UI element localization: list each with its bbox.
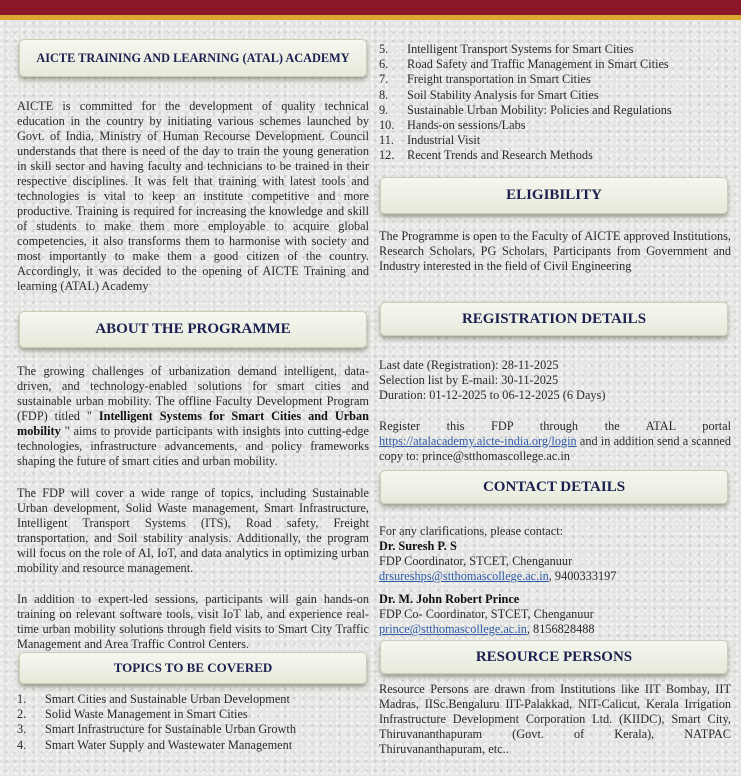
top-banner-bar xyxy=(0,0,741,15)
topics-heading xyxy=(19,652,367,684)
topic-item: 5. Intelligent Transport Systems for Smart Cities xyxy=(379,42,634,56)
topic-item: 8. Soil Stability Analysis for Smart Cities xyxy=(379,87,599,102)
topic-item: 11. Industrial Visit xyxy=(379,133,481,148)
contact-details xyxy=(379,524,731,637)
topic-item: 1. Smart Cities and Sustainable Urban Development xyxy=(17,692,290,706)
about-heading-text: ABOUT THE PROGRAMME xyxy=(95,321,291,337)
registration-dates xyxy=(379,358,731,403)
contact-person-1-email[interactable]: drsureshps@stthomascollege.ac.in xyxy=(379,569,549,583)
registration-heading xyxy=(380,302,728,336)
topic-item: 12. Recent Trends and Research Methods xyxy=(379,148,593,163)
topic-item: 9. Sustainable Urban Mobility: Policies and Regulations xyxy=(379,102,672,117)
contact-person-2-line: prince@stthomascollege.ac.in, 8156828488 xyxy=(379,622,595,636)
contact-person-1-role: FDP Coordinator, STCET, Chenganuur xyxy=(379,554,573,568)
contact-person-1-line: drsureshps@stthomascollege.ac.in, 9400333197 xyxy=(379,569,617,583)
registration-instructions: Register this FDP through the ATAL portal https://atalacademy.aicte-india.org/login and in addition send a scanned copy to: prince@stthomascollege.ac.in xyxy=(379,419,731,463)
topics-heading-text: TOPICS TO BE COVERED xyxy=(113,660,273,675)
atal-portal-link[interactable]: https://atalacademy.aicte-india.org/login xyxy=(379,434,577,448)
topic-item: 2. Solid Waste Management in Smart Cities xyxy=(17,707,248,722)
registration-heading-text: REGISTRATION DETAILS xyxy=(461,310,647,327)
resource-paragraph: Resource Persons are drawn from Institutions like IIT Bombay, IIT Madras, IISc.Bengaluru IIT-Palakkad, NIT-Calicut, Kerala Irrigation Infrastructure Development Corporation Ltd. (KIIDC), Smart City, Thiruvananthapuram (Govt. of Kerala), NATPAC Thiruvananthapuram, etc.. xyxy=(379,682,731,756)
atal-heading xyxy=(19,39,367,77)
topics-list-left xyxy=(17,692,369,753)
topic-item: 7. Freight transportation in Smart Cities xyxy=(379,72,591,87)
about-paragraph-1: The growing challenges of urbanization demand intelligent, data-driven, and technology-enabled solutions for smart cities and sustainable urban mobility. The offline Faculty Development Program (FDP) titled " Intelligent Systems for Smart Cities and Urban mobility " aims to provide participants with insights into cutting-edge technologies, infrastructure advancements, and policy frameworks shaping the future of smart cities and urban mobility. xyxy=(17,364,369,468)
last-date: Last date (Registration): 28-11-2025 xyxy=(379,358,559,372)
contact-heading-text: CONTACT DETAILS xyxy=(482,478,626,495)
topic-item: 10. Hands-on sessions/Labs xyxy=(379,118,526,133)
atal-paragraph: AICTE is committed for the development of quality technical education in the country by initiating various schemes launched by Govt. of India, Ministry of Human Recourse Development. Council understands that there is need of the day to train the young generation in skill sector and having faculty and technicians to be trained in their respective disciplines. It was felt that training with latest tools and technologies is vital to keep an institute competitive and more productive. Training is required for increasing the knowledge and skill of students to make them more employable to acquire global competencies, it also transforms them to harmonise with society and most importantly to make them a good citizen of the country. Accordingly, it was decided to the opening of AICTE Training and learning (ATAL) Academy xyxy=(17,99,369,293)
eligibility-paragraph: The Programme is open to the Faculty of AICTE approved Institutions, Research Scholars, PG Scholars, Participants from Government and Industry interested in the field of Civil Engineering xyxy=(379,229,731,273)
contact-person-2-role: FDP Co- Coordinator, STCET, Chenganuur xyxy=(379,607,594,621)
resource-heading-text: RESOURCE PERSONS xyxy=(475,648,633,665)
about-paragraph-3: In addition to expert-led sessions, participants will gain hands-on training on relevant software tools, visit IoT lab, and experience real-time urban mobility solutions through field visits to Smart City Traffic Management and Area Traffic Control Centers. xyxy=(17,592,369,651)
contact-person-2-email[interactable]: prince@stthomascollege.ac.in xyxy=(379,622,527,636)
contact-heading xyxy=(380,470,728,504)
about-heading xyxy=(19,311,367,348)
topic-item: 3. Smart Infrastructure for Sustainable Urban Growth xyxy=(17,722,296,737)
about-paragraph-2: The FDP will cover a wide range of topics, including Sustainable Urban development, Solid Waste management, Smart Infrastructure, Intelligent Transport Systems (ITS), Road safety, Freight transportation, and Soil stability analysis. Additionally, the program will focus on the role of AI, IoT, and data analytics in optimizing urban mobility and resource management. xyxy=(17,486,369,575)
duration: Duration: 01-12-2025 to 06-12-2025 (6 Days) xyxy=(379,388,606,402)
topics-list-right xyxy=(379,42,731,164)
top-gold-stripe xyxy=(0,15,741,20)
topic-item: 4. Smart Water Supply and Wastewater Management xyxy=(17,737,293,752)
fdp-title: Intelligent Systems for Smart Cities and Urban mobility xyxy=(17,409,369,438)
contact-intro: For any clarifications, please contact: xyxy=(379,524,564,538)
contact-person-2-name: Dr. M. John Robert Prince xyxy=(379,592,520,606)
resource-heading xyxy=(380,640,728,674)
eligibility-heading xyxy=(380,177,728,214)
topic-item: 6. Road Safety and Traffic Management in Smart Cities xyxy=(379,57,669,72)
contact-person-1-name: Dr. Suresh P. S xyxy=(379,539,457,553)
eligibility-heading-text: ELIGIBILITY xyxy=(506,187,602,203)
atal-heading-text: AICTE TRAINING AND LEARNING (ATAL) ACADEMY xyxy=(36,50,350,65)
selection-date: Selection list by E-mail: 30-11-2025 xyxy=(379,373,559,387)
